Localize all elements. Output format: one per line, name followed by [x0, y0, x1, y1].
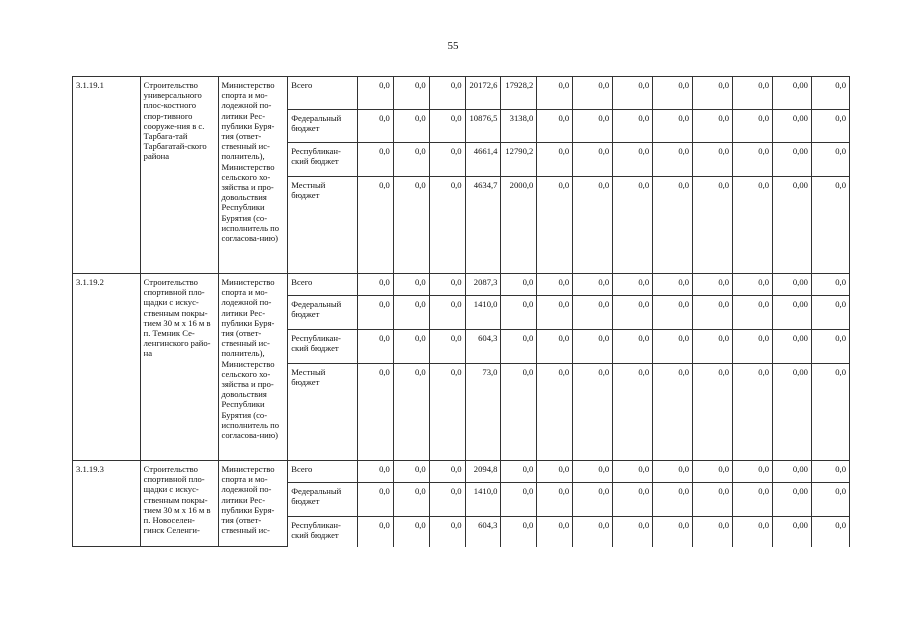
amount-cell: 0,0	[357, 461, 393, 483]
amount-cell: 0,0	[537, 483, 573, 517]
amount-cell: 0,00	[773, 110, 812, 143]
amount-cell: 0,0	[613, 330, 653, 364]
amount-cell: 0,0	[693, 177, 733, 274]
amount-cell: 0,0	[693, 77, 733, 110]
amount-cell: 0,0	[693, 274, 733, 296]
amount-cell: 0,0	[429, 177, 465, 274]
amount-cell: 2094,8	[465, 461, 501, 483]
amount-cell: 20172,6	[465, 77, 501, 110]
amount-cell: 0,0	[811, 461, 849, 483]
amount-cell: 0,0	[693, 143, 733, 177]
amount-cell: 0,0	[733, 274, 773, 296]
amount-cell: 0,0	[537, 330, 573, 364]
amount-cell: 0,0	[429, 483, 465, 517]
amount-cell: 0,0	[733, 77, 773, 110]
amount-cell: 0,00	[773, 483, 812, 517]
amount-cell: 0,0	[501, 483, 537, 517]
amount-cell: 0,0	[501, 364, 537, 461]
page-number: 55	[447, 40, 459, 52]
amount-cell: 0,0	[357, 110, 393, 143]
amount-cell: 0,0	[693, 330, 733, 364]
measure-name: Строительство спортивной пло-щадки с искус-ственным покры-тием 30 м х 16 м в п. Новоселен-гинск Селенги-	[140, 461, 218, 547]
funding-source: Республикан-ский бюджет	[288, 143, 358, 177]
measure-name: Строительство универсального плос-костного спор-тивного сооруже-ния в с. Тарбага-тай Тарбагатай-ского района	[140, 77, 218, 274]
funding-source: Республикан-ский бюджет	[288, 330, 358, 364]
amount-cell: 0,0	[811, 77, 849, 110]
responsible-executor: Министерство спорта и мо-лодежной по-литики Рес-публики Буря-тия (ответ-ственный ис-	[218, 461, 288, 547]
amount-cell: 0,0	[393, 517, 429, 547]
measure-name: Строительство спортивной пло-щадки с искус-ственным покры-тием 30 м х 16 м в п. Темник Се-ленгинского райо-на	[140, 274, 218, 461]
amount-cell: 0,0	[393, 364, 429, 461]
amount-cell: 0,0	[733, 143, 773, 177]
amount-cell: 0,0	[393, 296, 429, 330]
amount-cell: 0,0	[393, 143, 429, 177]
amount-cell: 0,0	[693, 483, 733, 517]
amount-cell: 0,0	[653, 483, 693, 517]
amount-cell: 0,0	[573, 461, 613, 483]
measure-code: 3.1.19.2	[73, 274, 141, 461]
amount-cell: 0,00	[773, 517, 812, 547]
amount-cell: 0,0	[393, 483, 429, 517]
amount-cell: 0,0	[693, 517, 733, 547]
amount-cell: 0,00	[773, 364, 812, 461]
amount-cell: 0,0	[429, 110, 465, 143]
funding-source: Всего	[288, 274, 358, 296]
amount-cell: 0,0	[537, 77, 573, 110]
amount-cell: 0,0	[733, 461, 773, 483]
amount-cell: 0,0	[537, 177, 573, 274]
amount-cell: 1410,0	[465, 483, 501, 517]
amount-cell: 0,0	[357, 296, 393, 330]
amount-cell: 0,0	[613, 483, 653, 517]
amount-cell: 0,0	[501, 517, 537, 547]
amount-cell: 10876,5	[465, 110, 501, 143]
amount-cell: 0,00	[773, 274, 812, 296]
amount-cell: 0,0	[653, 461, 693, 483]
amount-cell: 0,0	[653, 177, 693, 274]
amount-cell: 0,0	[357, 517, 393, 547]
measure-code: 3.1.19.1	[73, 77, 141, 274]
amount-cell: 2087,3	[465, 274, 501, 296]
amount-cell: 0,0	[613, 296, 653, 330]
amount-cell: 3138,0	[501, 110, 537, 143]
amount-cell: 0,0	[537, 364, 573, 461]
table-row	[73, 461, 850, 483]
amount-cell: 0,0	[357, 364, 393, 461]
amount-cell: 0,0	[537, 274, 573, 296]
amount-cell: 4661,4	[465, 143, 501, 177]
amount-cell: 73,0	[465, 364, 501, 461]
amount-cell: 0,0	[357, 177, 393, 274]
amount-cell: 0,0	[693, 296, 733, 330]
amount-cell: 0,0	[613, 364, 653, 461]
amount-cell: 0,0	[537, 143, 573, 177]
amount-cell: 0,0	[613, 110, 653, 143]
budget-table	[72, 76, 850, 547]
amount-cell: 0,0	[357, 143, 393, 177]
amount-cell: 0,0	[733, 483, 773, 517]
amount-cell: 0,0	[357, 483, 393, 517]
amount-cell: 17928,2	[501, 77, 537, 110]
amount-cell: 0,0	[811, 517, 849, 547]
amount-cell: 0,0	[573, 143, 613, 177]
amount-cell: 2000,0	[501, 177, 537, 274]
amount-cell: 0,0	[573, 364, 613, 461]
amount-cell: 0,0	[357, 77, 393, 110]
amount-cell: 0,0	[429, 77, 465, 110]
amount-cell: 0,0	[393, 177, 429, 274]
amount-cell: 0,0	[537, 461, 573, 483]
amount-cell: 0,0	[653, 274, 693, 296]
amount-cell: 0,0	[733, 517, 773, 547]
amount-cell: 0,0	[613, 77, 653, 110]
amount-cell: 0,0	[613, 143, 653, 177]
amount-cell: 0,0	[357, 330, 393, 364]
amount-cell: 0,0	[393, 274, 429, 296]
amount-cell: 0,0	[429, 461, 465, 483]
amount-cell: 0,0	[573, 177, 613, 274]
funding-source: Всего	[288, 461, 358, 483]
amount-cell: 12790,2	[501, 143, 537, 177]
amount-cell: 0,0	[613, 177, 653, 274]
amount-cell: 0,0	[501, 330, 537, 364]
amount-cell: 0,0	[429, 330, 465, 364]
amount-cell: 0,0	[653, 364, 693, 461]
amount-cell: 0,0	[573, 517, 613, 547]
funding-source: Федеральный бюджет	[288, 296, 358, 330]
amount-cell: 0,00	[773, 143, 812, 177]
measure-code: 3.1.19.3	[73, 461, 141, 547]
amount-cell: 0,0	[357, 274, 393, 296]
amount-cell: 0,0	[733, 296, 773, 330]
amount-cell: 0,0	[733, 177, 773, 274]
amount-cell: 0,0	[811, 143, 849, 177]
amount-cell: 0,0	[811, 177, 849, 274]
amount-cell: 0,0	[653, 330, 693, 364]
amount-cell: 0,0	[811, 483, 849, 517]
funding-source: Всего	[288, 77, 358, 110]
amount-cell: 0,0	[653, 296, 693, 330]
amount-cell: 0,0	[653, 143, 693, 177]
amount-cell: 0,0	[811, 330, 849, 364]
amount-cell: 0,0	[393, 330, 429, 364]
funding-source: Федеральный бюджет	[288, 110, 358, 143]
amount-cell: 0,0	[733, 110, 773, 143]
amount-cell: 0,0	[613, 461, 653, 483]
amount-cell: 0,0	[653, 77, 693, 110]
amount-cell: 0,0	[429, 517, 465, 547]
amount-cell: 4634,7	[465, 177, 501, 274]
amount-cell: 1410,0	[465, 296, 501, 330]
amount-cell: 0,0	[811, 364, 849, 461]
amount-cell: 0,0	[429, 143, 465, 177]
amount-cell: 0,0	[537, 296, 573, 330]
amount-cell: 0,0	[501, 461, 537, 483]
amount-cell: 0,0	[393, 110, 429, 143]
amount-cell: 0,0	[537, 110, 573, 143]
amount-cell: 0,0	[393, 77, 429, 110]
amount-cell: 0,00	[773, 296, 812, 330]
responsible-executor: Министерство спорта и мо-лодежной по-литики Рес-публики Буря-тия (ответ-ственный ис-полнитель), Министерство сельского хо-зяйства и про-довольствия Республики Бурятия (со-исполнитель по согласова-нию)	[218, 77, 288, 274]
amount-cell: 0,00	[773, 461, 812, 483]
budget-table-body	[73, 77, 850, 547]
amount-cell: 0,0	[811, 296, 849, 330]
table-row	[73, 274, 850, 296]
amount-cell: 0,0	[693, 364, 733, 461]
amount-cell: 0,0	[733, 364, 773, 461]
amount-cell: 0,0	[429, 296, 465, 330]
amount-cell: 0,0	[811, 110, 849, 143]
funding-source: Федеральный бюджет	[288, 483, 358, 517]
amount-cell: 0,0	[429, 274, 465, 296]
amount-cell: 0,0	[573, 483, 613, 517]
amount-cell: 0,0	[693, 110, 733, 143]
funding-source: Местный бюджет	[288, 177, 358, 274]
amount-cell: 0,0	[613, 274, 653, 296]
amount-cell: 0,0	[501, 274, 537, 296]
amount-cell: 0,0	[733, 330, 773, 364]
amount-cell: 0,0	[693, 461, 733, 483]
amount-cell: 0,0	[429, 364, 465, 461]
amount-cell: 0,0	[393, 461, 429, 483]
amount-cell: 0,0	[573, 296, 613, 330]
amount-cell: 0,0	[613, 517, 653, 547]
amount-cell: 0,0	[653, 110, 693, 143]
responsible-executor: Министерство спорта и мо-лодежной по-литики Рес-публики Буря-тия (ответ-ственный ис-полнитель), Министерство сельского хо-зяйства и про-довольствия Республики Бурятия (со-исполнитель по согласова-нию)	[218, 274, 288, 461]
amount-cell: 0,0	[573, 77, 613, 110]
amount-cell: 604,3	[465, 330, 501, 364]
amount-cell: 0,0	[573, 274, 613, 296]
amount-cell: 0,0	[573, 110, 613, 143]
amount-cell: 0,00	[773, 330, 812, 364]
amount-cell: 0,00	[773, 77, 812, 110]
amount-cell: 0,00	[773, 177, 812, 274]
amount-cell: 0,0	[573, 330, 613, 364]
funding-source: Республикан-ский бюджет	[288, 517, 358, 547]
funding-source: Местный бюджет	[288, 364, 358, 461]
amount-cell: 0,0	[537, 517, 573, 547]
amount-cell: 0,0	[653, 517, 693, 547]
amount-cell: 604,3	[465, 517, 501, 547]
amount-cell: 0,0	[501, 296, 537, 330]
amount-cell: 0,0	[811, 274, 849, 296]
table-row	[73, 77, 850, 110]
